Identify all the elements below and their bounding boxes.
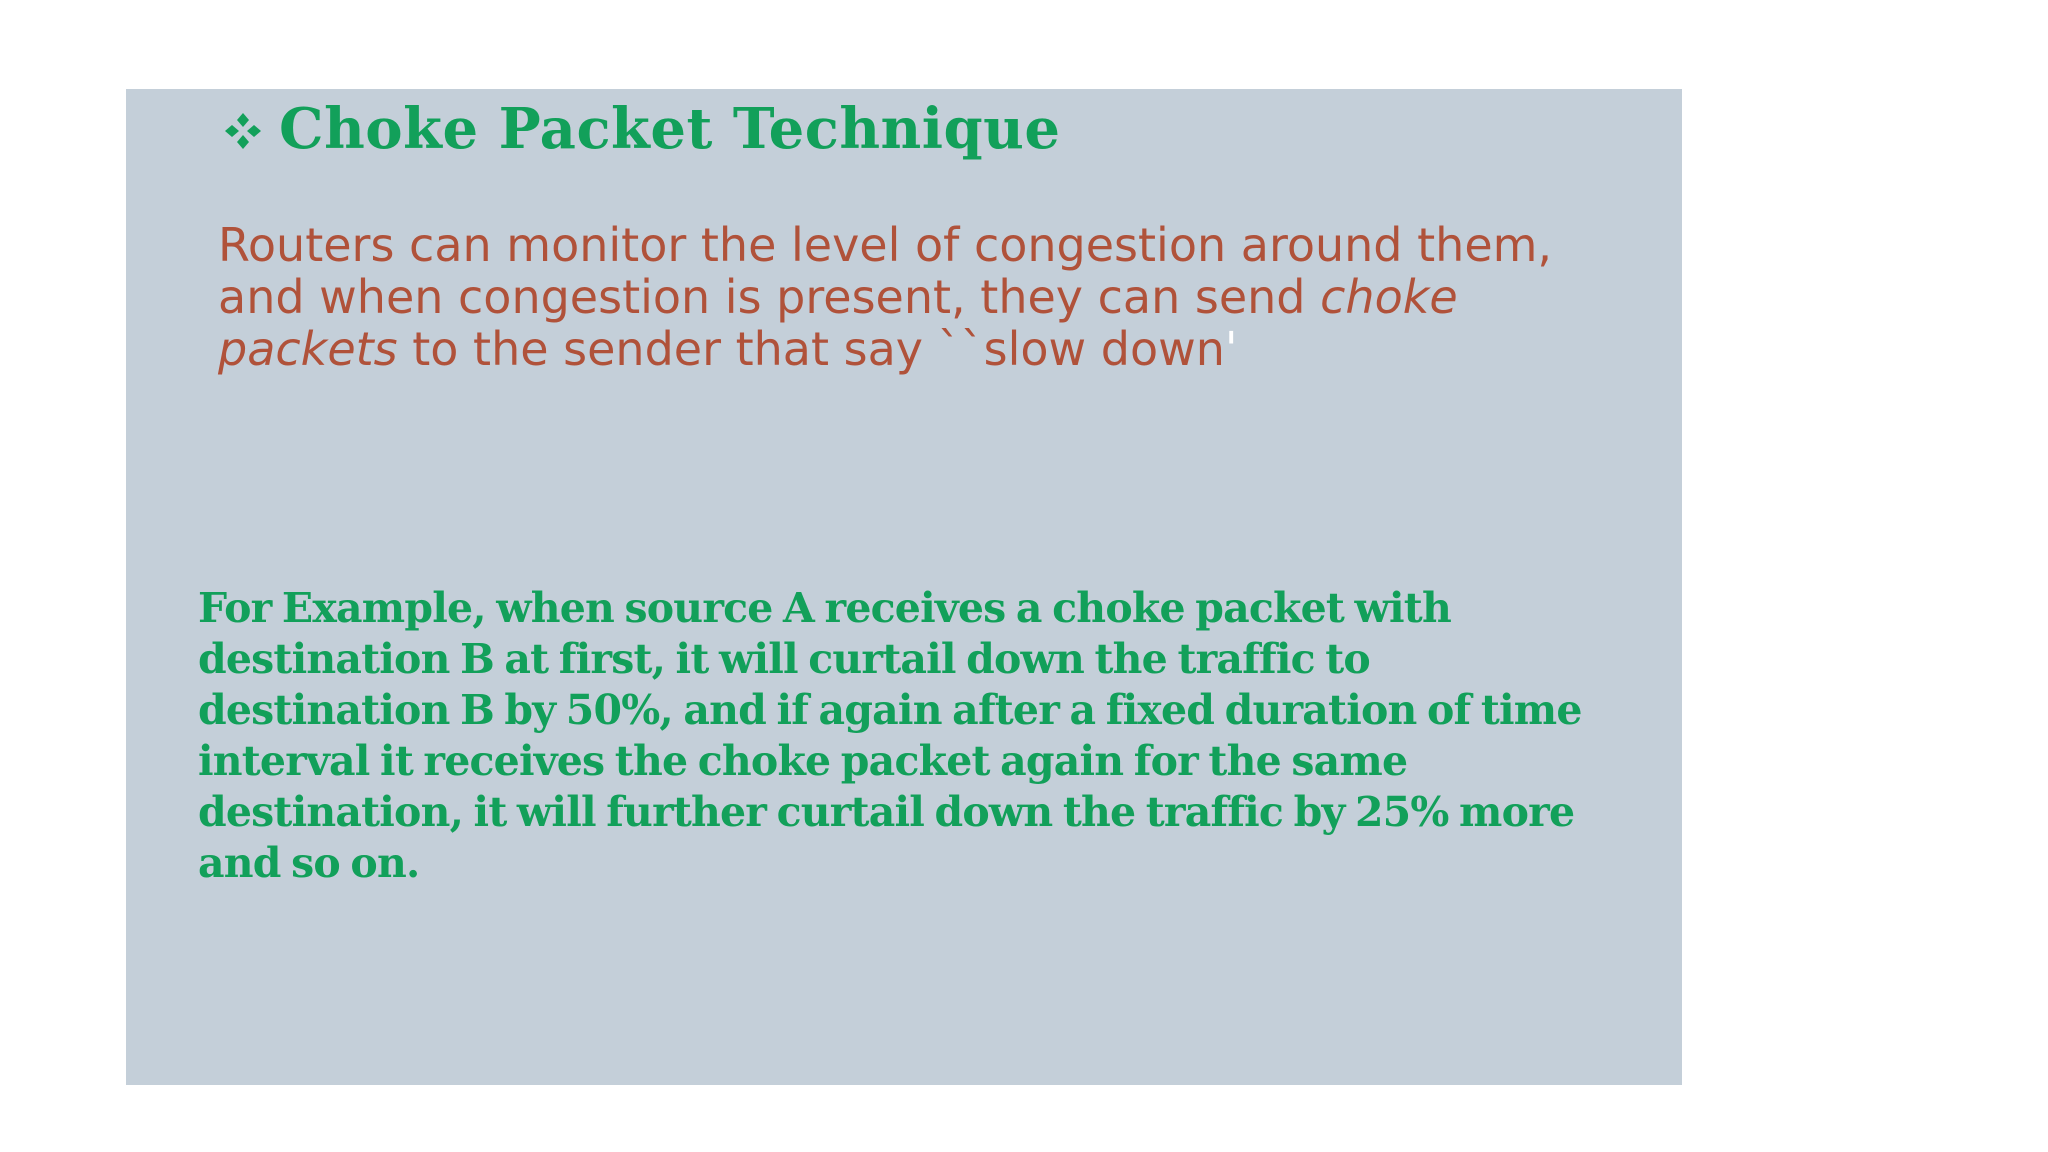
example-line: interval it receives the choke packet again for the same <box>198 737 1408 785</box>
example-line: destination, it will further curtail down the traffic by 25% more <box>198 788 1575 836</box>
slide <box>126 89 1682 1085</box>
slide-title-row <box>221 89 1061 169</box>
intro-line-3-closing-quote: ' <box>1224 322 1238 376</box>
slide-title: Choke Packet Technique <box>279 96 1061 162</box>
example-line: destination B at first, it will curtail down the traffic to <box>198 635 1370 683</box>
example-line: destination B by 50%, and if again after a fixed duration of time <box>198 686 1582 734</box>
four-diamond-bullet-icon <box>221 109 265 153</box>
example-line: For Example, when source A receives a choke packet with <box>198 584 1451 632</box>
intro-paragraph <box>218 219 1658 375</box>
intro-line-2-text: and when congestion is present, they can send <box>218 270 1321 324</box>
example-line: and so on. <box>198 839 420 887</box>
example-paragraph <box>198 583 1658 889</box>
intro-line-2 <box>218 271 1658 323</box>
intro-line-3 <box>218 323 1658 375</box>
intro-line-1: Routers can monitor the level of congestion around them, <box>218 218 1553 272</box>
intro-line-2-emphasis: choke <box>1320 270 1458 324</box>
intro-line-3-text: to the sender that say ``slow down <box>397 322 1225 376</box>
intro-line-3-emphasis: packets <box>218 322 398 376</box>
